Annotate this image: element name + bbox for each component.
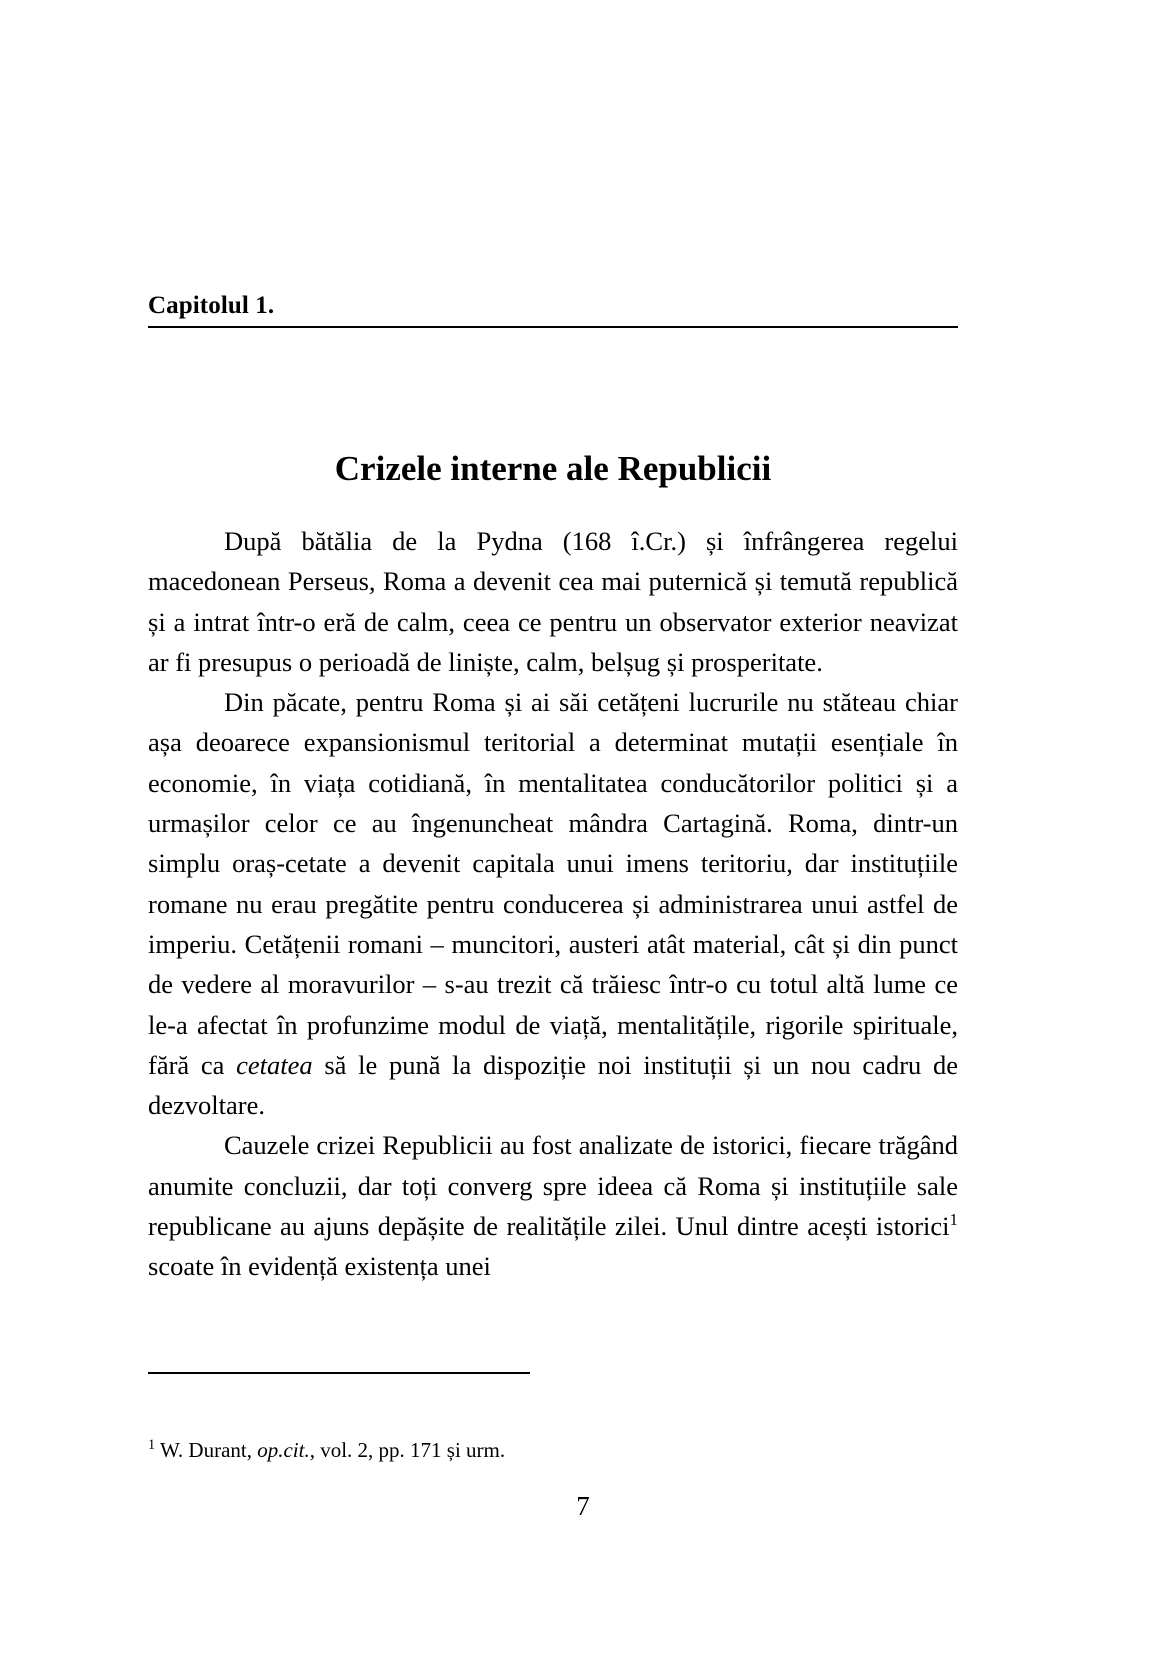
page-number: 7 xyxy=(576,1491,590,1521)
footnote-marker: 1 xyxy=(148,1437,156,1453)
emphasized-text: op.cit. xyxy=(257,1438,310,1462)
footnote-text xyxy=(155,1438,505,1462)
footnote xyxy=(148,1437,958,1463)
footnote-reference[interactable]: 1 xyxy=(949,1210,958,1230)
page-title: Crizele interne ale Republicii xyxy=(334,449,772,489)
paragraph xyxy=(148,521,958,682)
chapter-label: Capitolul 1. xyxy=(148,292,275,319)
paragraph xyxy=(148,1125,958,1286)
chapter-header xyxy=(148,292,958,328)
text-run: Cauzele crizei Republicii au fost analizate de istorici, fiecare trăgând anumite concluzii, dar toți converg spre ideea că Roma și instituțiile sale republicane au ajuns depășite de realitățile zilei. Unul dintre acești istorici xyxy=(148,1130,958,1242)
footnote-separator xyxy=(148,1372,530,1374)
text-run: să le pună la dispoziție noi instituții și un nou cadru de dezvoltare. xyxy=(148,1049,959,1121)
paragraph xyxy=(148,682,958,1125)
text-run: Din păcate, pentru Roma și ai săi cetățeni lucrurile nu stăteau chiar așa deoarece expansionismul teritorial a determinat mutații esențiale în economie, în viața cotidiană, în mentalitatea conducătorilor politici și a urmașilor celor ce au îngenuncheat mândra Cartagină. Roma, dintr-un simplu oraș-cetate a devenit capitala unui imens teritoriu, dar instituțiile romane nu erau pregătite pentru conducerea și administrarea unui astfel de imperiu. Cetățenii romani – muncitori, austeri atât material, cât și din punct de vedere al moravurilor – s-au trezit că trăiesc într-o cu totul altă lume ce le-a afectat în profunzime modul de viață, mentalitățile, rigorile spirituale, fără ca xyxy=(148,687,958,1080)
body-text xyxy=(148,521,958,1287)
emphasized-text: cetatea xyxy=(236,1049,313,1080)
text-run: După bătălia de la Pydna (168 î.Cr.) și înfrângerea regelui macedonean Perseus, Roma a devenit cea mai puternică și temută republică și a intrat într-o eră de calm, ceea ce pentru un observator exterior neavizat ar fi presupus o perioadă de liniște, calm, belșug și prosperitate. xyxy=(148,526,958,677)
text-run: , vol. 2, pp. 171 și urm. xyxy=(309,1438,506,1462)
text-run: scoate în evidență existența unei xyxy=(148,1251,491,1282)
text-run: W. Durant, xyxy=(155,1438,258,1462)
